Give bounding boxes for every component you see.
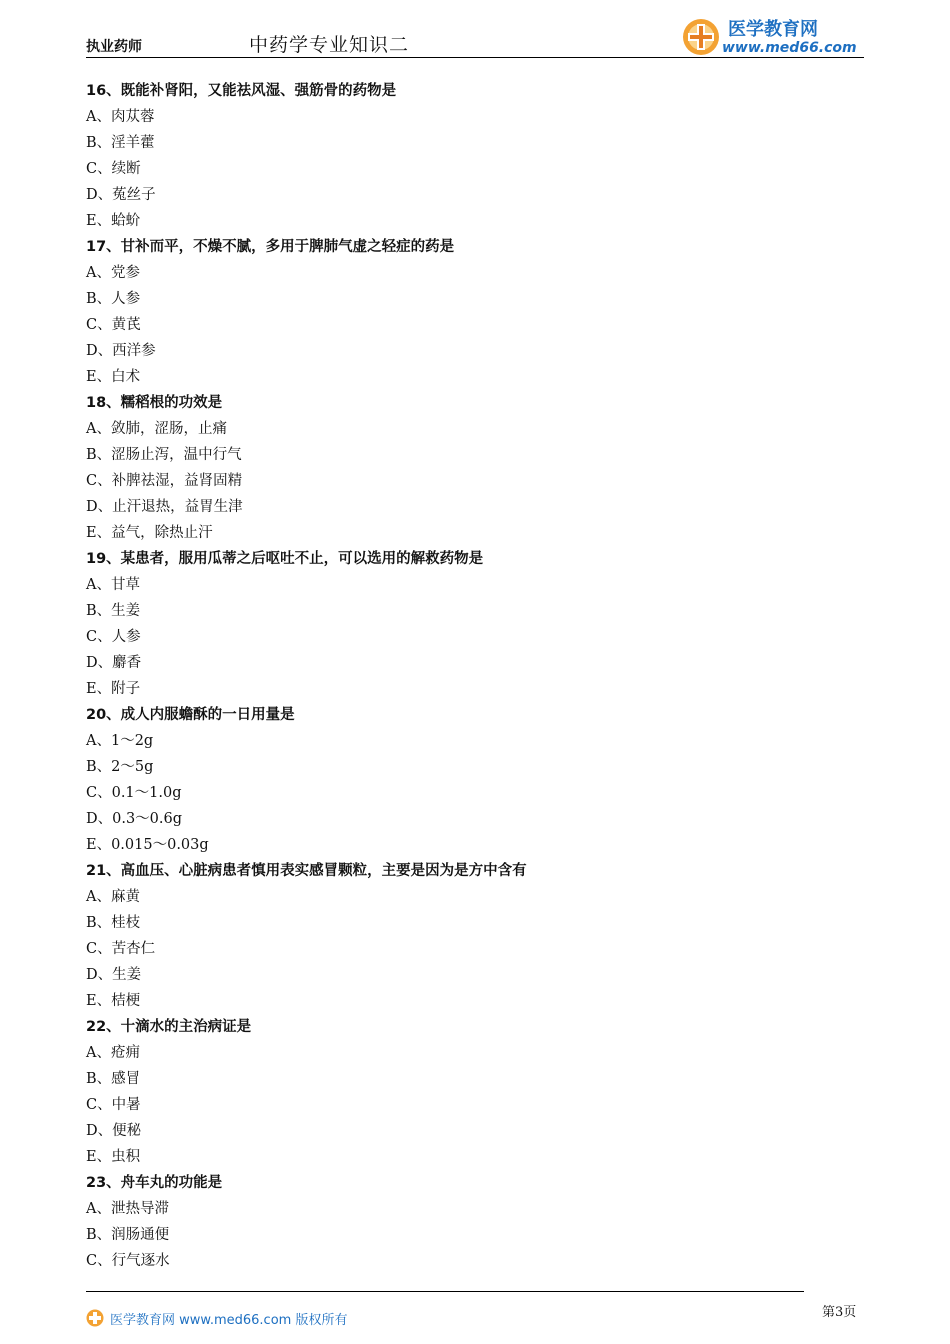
question-stem: 17、甘补而平，不燥不腻，多用于脾肺气虚之轻症的药是: [86, 239, 455, 255]
answer-option: B、桂枝: [86, 915, 141, 931]
question-stem: 22、十滴水的主治病证是: [86, 1019, 252, 1035]
question-stem: 20、成人内服蟾酥的一日用量是: [86, 707, 295, 723]
question-stem: 23、舟车丸的功能是: [86, 1175, 223, 1191]
answer-option: D、止汗退热，益胃生津: [86, 499, 243, 515]
cross-logo-icon: [682, 18, 720, 56]
answer-option: C、中暑: [86, 1097, 141, 1113]
site-logo: [682, 14, 864, 60]
page-header: [86, 14, 864, 60]
answer-option: C、续断: [86, 161, 141, 177]
answer-option: D、麝香: [86, 655, 142, 671]
answer-option: C、行气逐水: [86, 1253, 170, 1269]
cross-logo-icon: [86, 1309, 104, 1327]
answer-option: A、肉苁蓉: [86, 109, 155, 125]
logo-url: www.med66.com: [722, 40, 857, 56]
answer-option: E、白术: [86, 369, 141, 385]
answer-option: A、泄热导滞: [86, 1201, 169, 1217]
question-stem: 21、高血压、心脏病患者慎用表实感冒颗粒，主要是因为是方中含有: [86, 863, 527, 879]
footer-divider: [86, 1291, 804, 1292]
answer-option: D、西洋参: [86, 343, 156, 359]
answer-option: B、生姜: [86, 603, 141, 619]
answer-option: D、便秘: [86, 1123, 142, 1139]
answer-option: C、人参: [86, 629, 141, 645]
answer-option: A、敛肺，涩肠，止痛: [86, 421, 227, 437]
answer-option: D、菟丝子: [86, 187, 156, 203]
answer-option: E、益气，除热止汗: [86, 525, 213, 541]
answer-option: A、麻黄: [86, 889, 140, 905]
answer-option: B、润肠通便: [86, 1227, 170, 1243]
footer-copyright: 医学教育网 www.med66.com 版权所有: [110, 1313, 348, 1328]
answer-option: A、1～2g: [86, 733, 154, 749]
answer-option: C、黄芪: [86, 317, 141, 333]
question-stem: 16、既能补肾阳，又能祛风湿、强筋骨的药物是: [86, 83, 397, 99]
answer-option: C、补脾祛湿，益肾固精: [86, 473, 243, 489]
answer-option: B、人参: [86, 291, 141, 307]
answer-option: B、2～5g: [86, 759, 154, 775]
header-title: 中药学专业知识二: [249, 34, 410, 56]
answer-option: E、蛤蚧: [86, 213, 141, 229]
answer-option: A、甘草: [86, 577, 140, 593]
answer-option: E、0.015～0.03g: [86, 837, 209, 853]
logo-chinese-name: 医学教育网: [728, 19, 818, 40]
page-number: 第3页: [822, 1305, 857, 1320]
answer-option: E、桔梗: [86, 993, 141, 1009]
answer-option: D、生姜: [86, 967, 142, 983]
answer-option: C、苦杏仁: [86, 941, 156, 957]
answer-option: C、0.1～1.0g: [86, 785, 182, 801]
answer-option: A、党参: [86, 265, 140, 281]
question-stem: 18、糯稻根的功效是: [86, 395, 223, 411]
answer-option: B、淫羊藿: [86, 135, 155, 151]
answer-option: A、疮痈: [86, 1045, 140, 1061]
question-list: [86, 78, 866, 1274]
answer-option: B、涩肠止泻，温中行气: [86, 447, 242, 463]
question-stem: 19、某患者，服用瓜蒂之后呕吐不止，可以选用的解救药物是: [86, 551, 484, 567]
answer-option: E、附子: [86, 681, 141, 697]
header-category: 执业药师: [86, 39, 142, 55]
answer-option: B、感冒: [86, 1071, 141, 1087]
answer-option: D、0.3～0.6g: [86, 811, 183, 827]
answer-option: E、虫积: [86, 1149, 141, 1165]
